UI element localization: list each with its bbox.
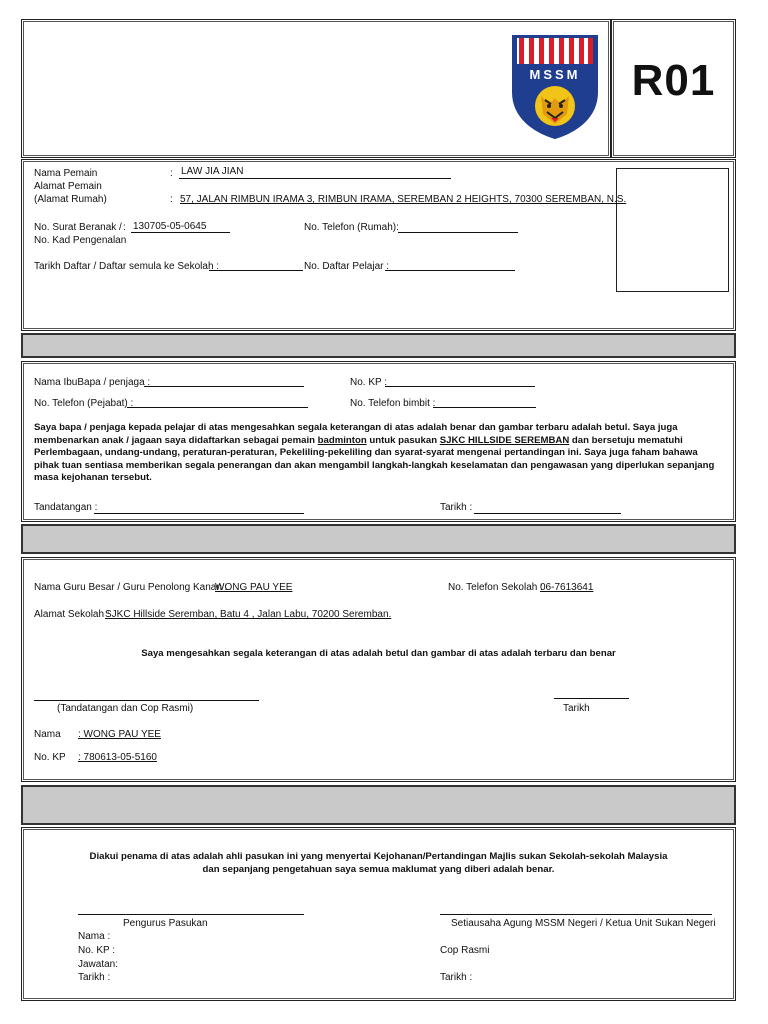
school-address-label: Alamat Sekolah :: [34, 609, 110, 620]
manager-name-label: Nama :: [78, 931, 111, 942]
form-code: R01: [631, 56, 716, 105]
manager-label: Pengurus Pasukan: [123, 918, 208, 929]
student-name-label: Nama Pemain: [34, 168, 98, 179]
address-value: 57, JALAN RIMBUN IRAMA 3, RIMBUN IRAMA, SEREMBAN 2 HEIGHTS, 70300 SEREMBAN, N.S.: [180, 194, 627, 205]
home-phone-label: No. Telefon (Rumah):: [304, 222, 399, 233]
headmaster-name-label: Nama Guru Besar / Guru Penolong Kanan :: [34, 582, 228, 593]
separator-band-3: [21, 785, 736, 825]
headmaster-date-line: [554, 698, 629, 699]
headmaster-signature-line: [34, 700, 259, 701]
manager-signature-line: [78, 914, 304, 915]
separator-band-1: [21, 333, 736, 358]
secretary-date-label: Tarikh :: [440, 972, 473, 983]
office-phone-label: No. Telefon (Pejabat) :: [34, 398, 134, 409]
student-no-label: No. Daftar Pelajar :: [304, 261, 390, 272]
birth-cert-label-1: No. Surat Beranak /: [34, 222, 122, 233]
guardian-signature-label: Tandatangan :: [34, 502, 98, 513]
secretary-signature-line: [440, 914, 712, 915]
school-address-value: SJKC Hillside Seremban, Batu 4 , Jalan Labu, 70200 Seremban.: [105, 609, 392, 620]
declaration-school: SJKC HILLSIDE SEREMBAN: [439, 434, 570, 446]
address-label-2: (Alamat Rumah): [34, 194, 107, 205]
manager-date-label: Tarikh :: [78, 972, 111, 983]
photo-box: [616, 168, 729, 292]
mssm-logo: [511, 34, 599, 140]
headmaster-ic-row-value: : 780613-05-5160: [78, 752, 157, 763]
team-statement-1: Diakui penama di atas adalah ahli pasukan ini yang menyertai Kejohanan/Pertandingan Majlis sukan Sekolah-sekolah Malaysia: [89, 851, 668, 862]
headmaster-name-row-label: Nama: [34, 729, 61, 740]
school-phone-label: No. Telefon Sekolah :: [448, 582, 543, 593]
student-no-line: [385, 270, 515, 271]
headmaster-signature-label: (Tandatangan dan Cop Rasmi): [57, 703, 194, 714]
guardian-name-line: [144, 386, 304, 387]
guardian-declaration: Saya bapa / penjaga kepada pelajar di atas mengesahkan segala keterangan di atas adalah benar dan gambar terbaru adalah betul. Saya juga membenarkan anak / jagaan saya didaftarkan sebagai pemain badminton untuk pasukan SJKC HILLSIDE SEREMBAN dan bersetuju mematuhi Perlembagaan, undang-undang, peraturan-peraturan, Pekeliling-pekeliling dan syarat-syarat mengenai pertandingan ini. Saya juga faham bahawa pihak tuan sentiasa memberikan segala penerangan dan akan mengambil langkah-langkah keselamatan dan pengawasan yang diperlukan sepanjang masa kejohanan tersebut.: [34, 422, 715, 483]
headmaster-ic-row-label: No. KP: [34, 752, 66, 763]
separator-band-2: [21, 524, 736, 554]
guardian-ic-label: No. KP :: [350, 377, 388, 388]
headmaster-name-row-value: : WONG PAU YEE: [78, 729, 161, 740]
school-phone-value: 06-7613641: [540, 582, 594, 593]
guardian-date-label: Tarikh :: [440, 502, 473, 513]
mobile-line: [433, 407, 536, 408]
mssm-logo-text: MSSM: [529, 67, 581, 82]
mobile-label: No. Telefon bimbit :: [350, 398, 436, 409]
manager-position-label: Jawatan:: [78, 959, 119, 970]
team-statement-2: dan sepanjang pengetahuan saya semua maklumat yang diberi adalah benar.: [202, 864, 555, 875]
guardian-signature-line: [94, 513, 304, 514]
birth-cert-value: 130705-05-0645: [133, 221, 207, 232]
address-colon: :: [170, 194, 173, 205]
guardian-name-label: Nama IbuBapa / penjaga :: [34, 377, 151, 388]
guardian-date-line: [474, 513, 621, 514]
manager-ic-label: No. KP :: [78, 945, 116, 956]
address-label-1: Alamat Pemain: [34, 181, 102, 192]
register-date-label: Tarikh Daftar / Daftar semula ke Sekolah :: [34, 261, 220, 272]
guardian-ic-line: [385, 386, 535, 387]
headmaster-date-label: Tarikh: [563, 703, 590, 714]
home-phone-line: [398, 232, 518, 233]
office-phone-line: [127, 407, 308, 408]
birth-cert-label-2: No. Kad Pengenalan: [34, 235, 127, 246]
student-name-colon: :: [170, 168, 173, 179]
stamp-label: Cop Rasmi: [440, 945, 490, 956]
register-date-line: [209, 270, 303, 271]
birth-cert-colon: :: [123, 222, 126, 233]
headmaster-name-value: WONG PAU YEE: [215, 582, 293, 593]
headmaster-confirmation: Saya mengesahkan segala keterangan di atas adalah betul dan gambar di atas adalah terbaru dan benar: [141, 648, 616, 659]
secretary-label: Setiausaha Agung MSSM Negeri / Ketua Unit Sukan Negeri: [451, 918, 716, 929]
declaration-sport: badminton: [317, 434, 367, 446]
birth-cert-line: [131, 232, 230, 233]
student-name-value: LAW JIA JIAN: [181, 166, 244, 177]
student-name-line: [179, 178, 451, 179]
